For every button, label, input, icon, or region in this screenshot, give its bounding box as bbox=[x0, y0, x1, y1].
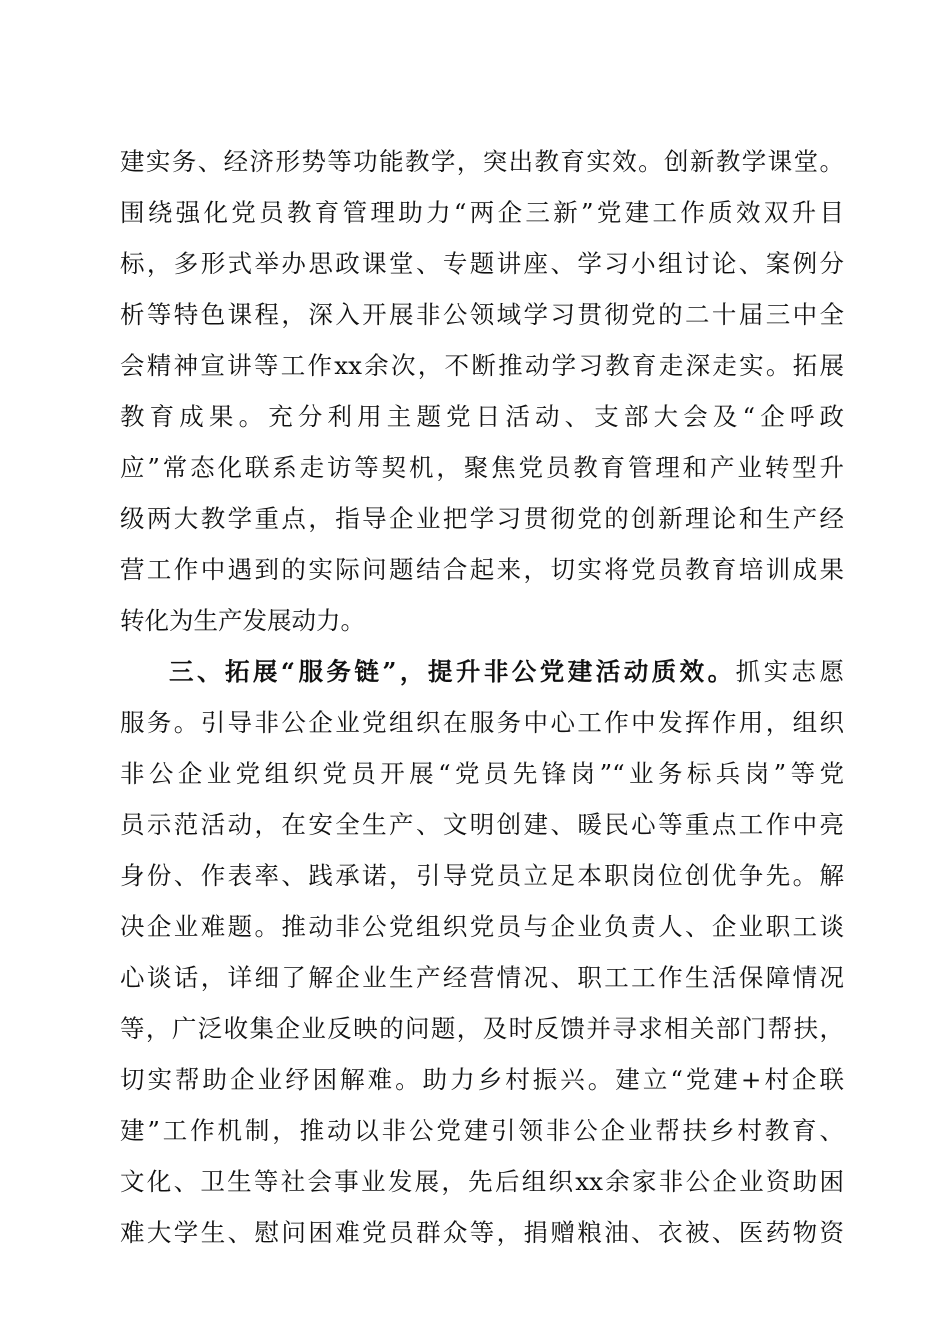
text-line: 析等特色课程，深入开展非公领域学习贯彻党的二十届三中全 bbox=[120, 300, 844, 329]
body-text bbox=[120, 136, 844, 1258]
text-line: 转化为生产发展动力。 bbox=[120, 606, 365, 635]
text-line: 文化、卫生等社会事业发展，先后组织xx余家非公企业资助困 bbox=[120, 1167, 844, 1196]
text-line: 围绕强化党员教育管理助力“两企三新”党建工作质效双升目 bbox=[120, 198, 844, 227]
text-line: 建”工作机制，推动以非公党建引领非公企业帮扶乡村教育、 bbox=[120, 1116, 844, 1145]
text-line: 难大学生、慰问困难党员群众等，捐赠粮油、衣被、医药物资 bbox=[120, 1218, 844, 1247]
text-line: 身份、作表率、践承诺，引导党员立足本职岗位创优争先。解 bbox=[120, 861, 844, 890]
text-line: 非公企业党组织党员开展“党员先锋岗”“业务标兵岗”等党 bbox=[120, 759, 844, 788]
text-line: 会精神宣讲等工作xx余次，不断推动学习教育走深走实。拓展 bbox=[120, 351, 844, 380]
heading-line-rest: 抓实志愿 bbox=[735, 657, 845, 686]
text-line: 应”常态化联系走访等契机，聚焦党员教育管理和产业转型升 bbox=[120, 453, 844, 482]
text-line: 员示范活动，在安全生产、文明创建、暖民心等重点工作中亮 bbox=[120, 810, 844, 839]
text-line: 决企业难题。推动非公党组织党员与企业负责人、企业职工谈 bbox=[120, 912, 844, 941]
text-line: 级两大教学重点，指导企业把学习贯彻党的创新理论和生产经 bbox=[120, 504, 844, 533]
paragraph-education bbox=[120, 136, 844, 646]
paragraph-service-chain bbox=[120, 646, 844, 1258]
text-line: 标，多形式举办思政课堂、专题讲座、学习小组讨论、案例分 bbox=[120, 249, 844, 278]
text-line: 营工作中遇到的实际问题结合起来，切实将党员教育培训成果 bbox=[120, 555, 844, 584]
section-heading: 三、拓展“服务链”，提升非公党建活动质效。 bbox=[169, 657, 736, 686]
text-line: 服务。引导非公企业党组织在服务中心工作中发挥作用，组织 bbox=[120, 708, 844, 737]
text-line: 切实帮助企业纾困解难。助力乡村振兴。建立“党建+村企联 bbox=[120, 1065, 844, 1094]
text-line: 等，广泛收集企业反映的问题，及时反馈并寻求相关部门帮扶， bbox=[120, 1014, 844, 1043]
section-heading-line bbox=[120, 646, 844, 697]
text-line: 心谈话，详细了解企业生产经营情况、职工工作生活保障情况 bbox=[120, 963, 844, 992]
text-line: 教育成果。充分利用主题党日活动、支部大会及“企呼政 bbox=[120, 402, 844, 431]
text-line: 建实务、经济形势等功能教学，突出教育实效。创新教学课堂。 bbox=[120, 147, 844, 176]
